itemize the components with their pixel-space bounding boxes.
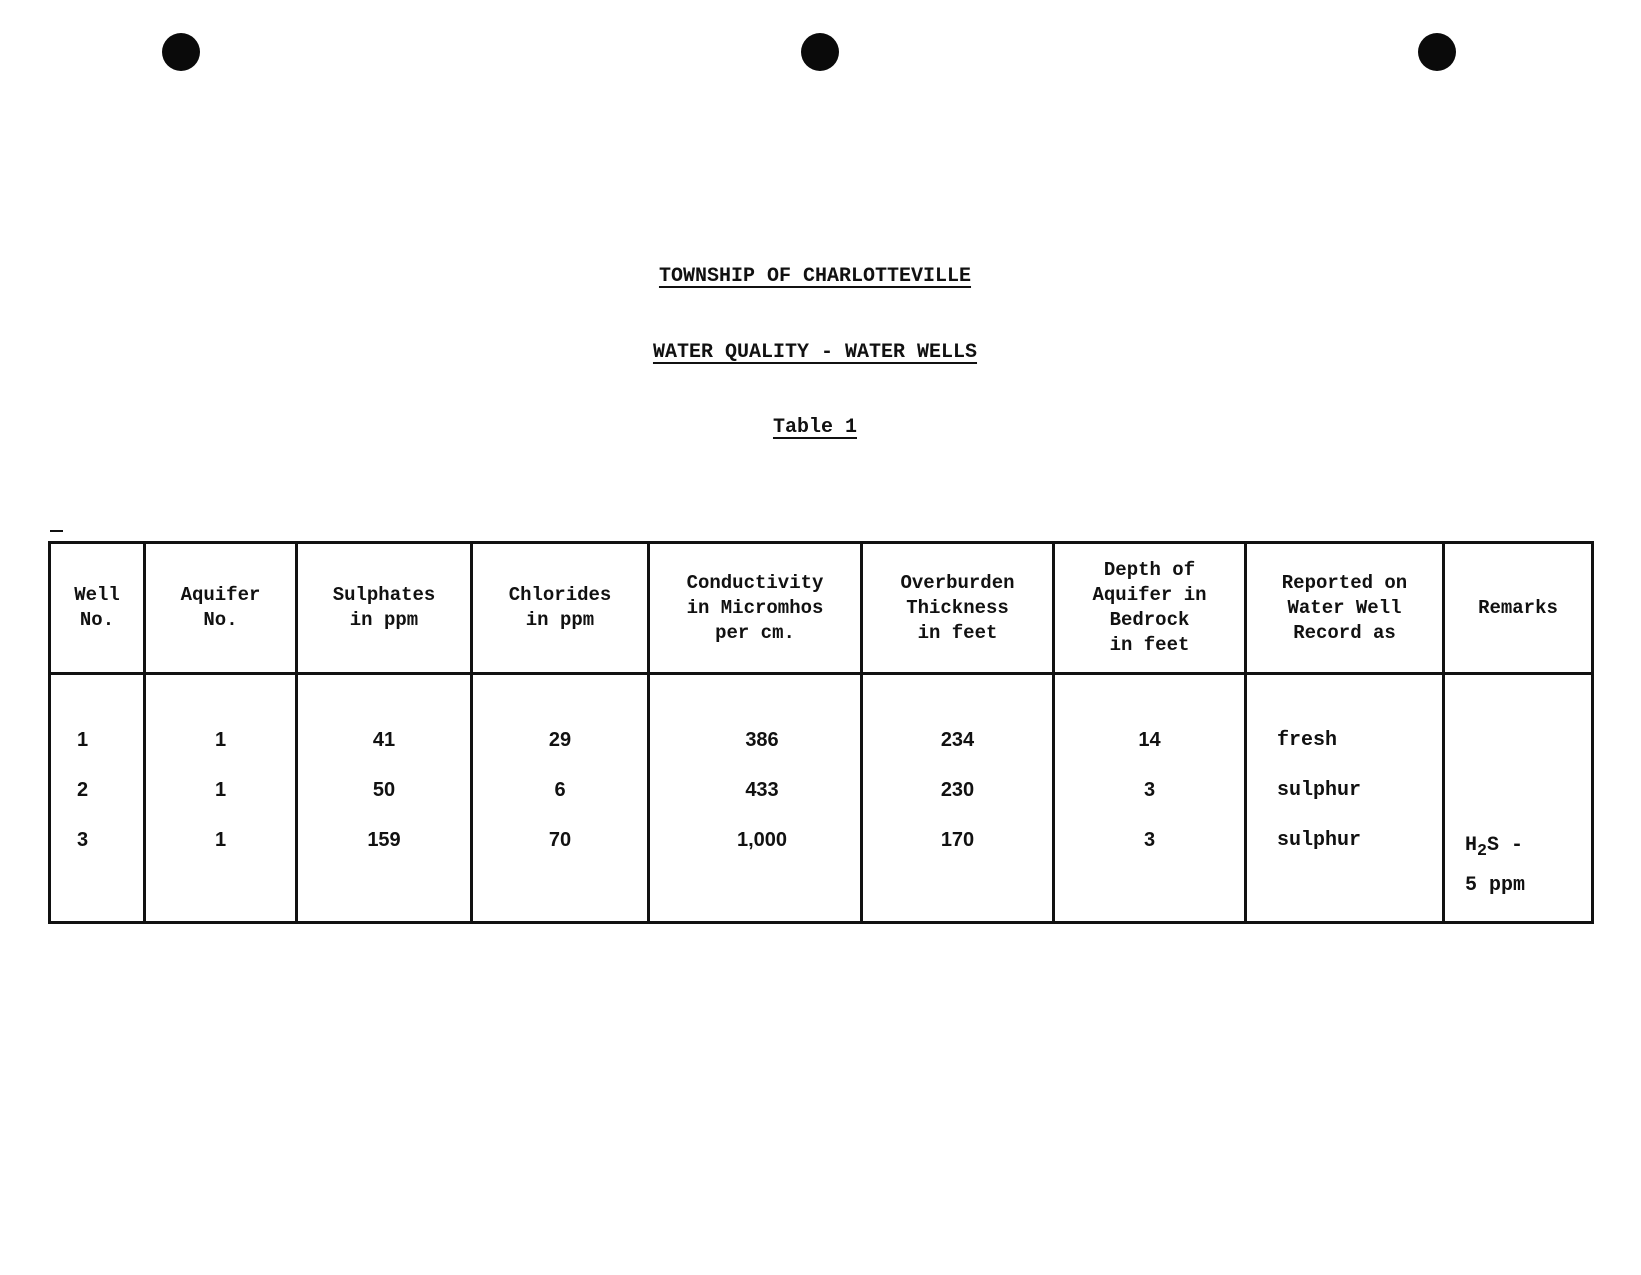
punch-hole-left	[162, 33, 200, 71]
header-sulphates: Sulphates in ppm	[297, 543, 472, 674]
cell-reported: fresh	[1246, 715, 1444, 765]
cell-aquifer: 1	[145, 765, 297, 815]
header-reported-on: Reported on Water Well Record as	[1246, 543, 1444, 674]
cell-overburden: 170	[862, 815, 1054, 923]
header-conductivity: Conductivity in Micromhos per cm.	[649, 543, 862, 674]
header-overburden: Overburden Thickness in feet	[862, 543, 1054, 674]
cell-depth: 3	[1054, 765, 1246, 815]
table-row	[50, 765, 1593, 815]
water-quality-table	[48, 541, 1594, 924]
document-subtitle: WATER QUALITY - WATER WELLS	[652, 341, 978, 364]
cell-sulphates: 41	[297, 715, 472, 765]
cell-sulphates: 50	[297, 765, 472, 815]
remark-s-dash: S -	[1487, 834, 1524, 857]
remark-h: H	[1465, 834, 1478, 857]
header-aquifer-no: Aquifer No.	[145, 543, 297, 674]
cell-depth: 3	[1054, 815, 1246, 923]
cell-sulphates: 159	[297, 815, 472, 923]
remark-line2: 5 ppm	[1465, 874, 1526, 897]
header-remarks: Remarks	[1444, 543, 1593, 674]
punch-hole-center	[801, 33, 839, 71]
table-label: Table 1	[772, 416, 857, 439]
header-well-no: Well No.	[50, 543, 145, 674]
header-chlorides: Chlorides in ppm	[472, 543, 649, 674]
table-spacer-row	[50, 674, 1593, 716]
cell-conductivity: 1,000	[649, 815, 862, 923]
cell-well: 1	[50, 715, 145, 765]
cell-well: 2	[50, 765, 145, 815]
table-row	[50, 715, 1593, 765]
cell-overburden: 230	[862, 765, 1054, 815]
cell-reported: sulphur	[1246, 765, 1444, 815]
table-header-row	[50, 543, 1593, 674]
document-title: TOWNSHIP OF CHARLOTTEVILLE	[658, 265, 972, 288]
cell-aquifer: 1	[145, 715, 297, 765]
punch-hole-right	[1418, 33, 1456, 71]
margin-mark	[50, 530, 63, 532]
cell-remarks	[1444, 815, 1593, 923]
cell-remarks	[1444, 715, 1593, 765]
cell-aquifer: 1	[145, 815, 297, 923]
cell-depth: 14	[1054, 715, 1246, 765]
cell-reported: sulphur	[1246, 815, 1444, 923]
cell-remarks	[1444, 765, 1593, 815]
cell-well: 3	[50, 815, 145, 923]
header-depth-of-aquifer: Depth of Aquifer in Bedrock in feet	[1054, 543, 1246, 674]
cell-overburden: 234	[862, 715, 1054, 765]
cell-chlorides: 70	[472, 815, 649, 923]
cell-chlorides: 6	[472, 765, 649, 815]
remark-subscript: 2	[1477, 842, 1488, 861]
cell-conductivity: 386	[649, 715, 862, 765]
table-row	[50, 815, 1593, 923]
cell-chlorides: 29	[472, 715, 649, 765]
cell-conductivity: 433	[649, 765, 862, 815]
